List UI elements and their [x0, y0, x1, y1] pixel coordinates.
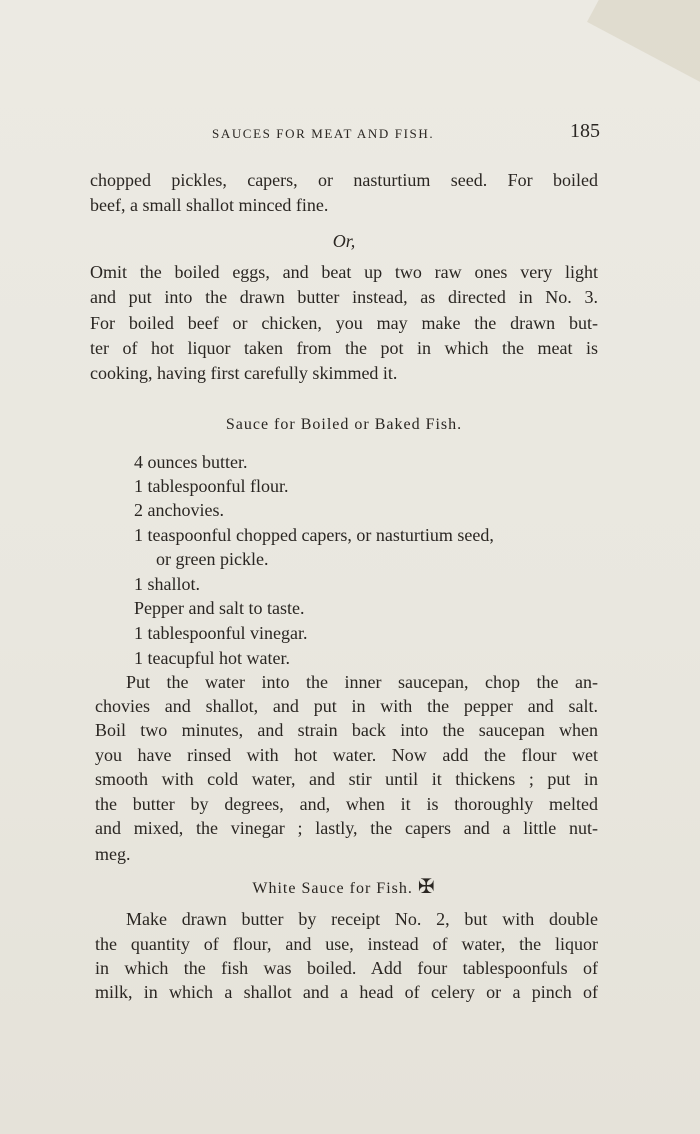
body-line: chopped pickles, capers, or nasturtium seed. For boiled [90, 170, 598, 190]
ingredient-item: 2 anchovies. [134, 500, 224, 520]
cross-mark-icon: ✠ [417, 876, 436, 898]
body-line: ter of hot liquor taken from the pot in which the meat is [90, 338, 598, 358]
body-line: the quantity of flour, and use, instead of water, the liquor [95, 934, 598, 954]
directions-line: the butter by degrees, and, when it is thoroughly melted [95, 794, 598, 814]
body-line: in which the fish was boiled. Add four tablespoonfuls of [95, 958, 598, 978]
page-number: 185 [570, 120, 600, 142]
directions-line: smooth with cold water, and stir until it thickens ; put in [95, 769, 598, 789]
body-line: and put into the drawn butter instead, as directed in No. 3. [90, 287, 598, 307]
directions-line: Boil two minutes, and strain back into the saucepan when [95, 720, 598, 740]
page-corner-shadow [587, 0, 700, 88]
ingredient-item: 4 ounces butter. [134, 452, 248, 472]
ingredient-item: 1 tablespoonful vinegar. [134, 623, 308, 643]
body-line: Make drawn butter by receipt No. 2, but with double [126, 909, 598, 929]
ingredient-item: Pepper and salt to taste. [134, 598, 305, 618]
body-line: cooking, having first carefully skimmed it. [90, 363, 398, 383]
directions-line: Put the water into the inner saucepan, chop the an- [126, 672, 598, 692]
white-sauce-heading-text: White Sauce for Fish. [252, 880, 413, 897]
ingredient-item-continued: or green pickle. [156, 549, 269, 569]
directions-line: meg. [95, 844, 131, 864]
running-title: SAUCES FOR MEAT AND FISH. [212, 126, 435, 141]
section-heading-white-sauce [90, 874, 598, 899]
directions-line: you have rinsed with hot water. Now add the flour wet [95, 745, 598, 765]
directions-line: and mixed, the vinegar ; lastly, the capers and a little nut- [95, 818, 598, 838]
ingredient-item: 1 teaspoonful chopped capers, or nasturtium seed, [134, 525, 494, 545]
body-line: Omit the boiled eggs, and beat up two raw ones very light [90, 262, 598, 282]
body-line: For boiled beef or chicken, you may make the drawn but- [90, 313, 598, 333]
or-label: Or, [332, 231, 356, 251]
ingredient-item: 1 shallot. [134, 574, 200, 594]
running-head [90, 120, 600, 148]
ingredient-item: 1 tablespoonful flour. [134, 476, 289, 496]
body-line: milk, in which a shallot and a head of celery or a pinch of [95, 982, 598, 1002]
ingredient-item: 1 teacupful hot water. [134, 648, 290, 668]
body-line: beef, a small shallot minced fine. [90, 195, 329, 215]
directions-line: chovies and shallot, and put in with the pepper and salt. [95, 696, 598, 716]
section-heading-boiled-fish: Sauce for Boiled or Baked Fish. [225, 416, 463, 433]
